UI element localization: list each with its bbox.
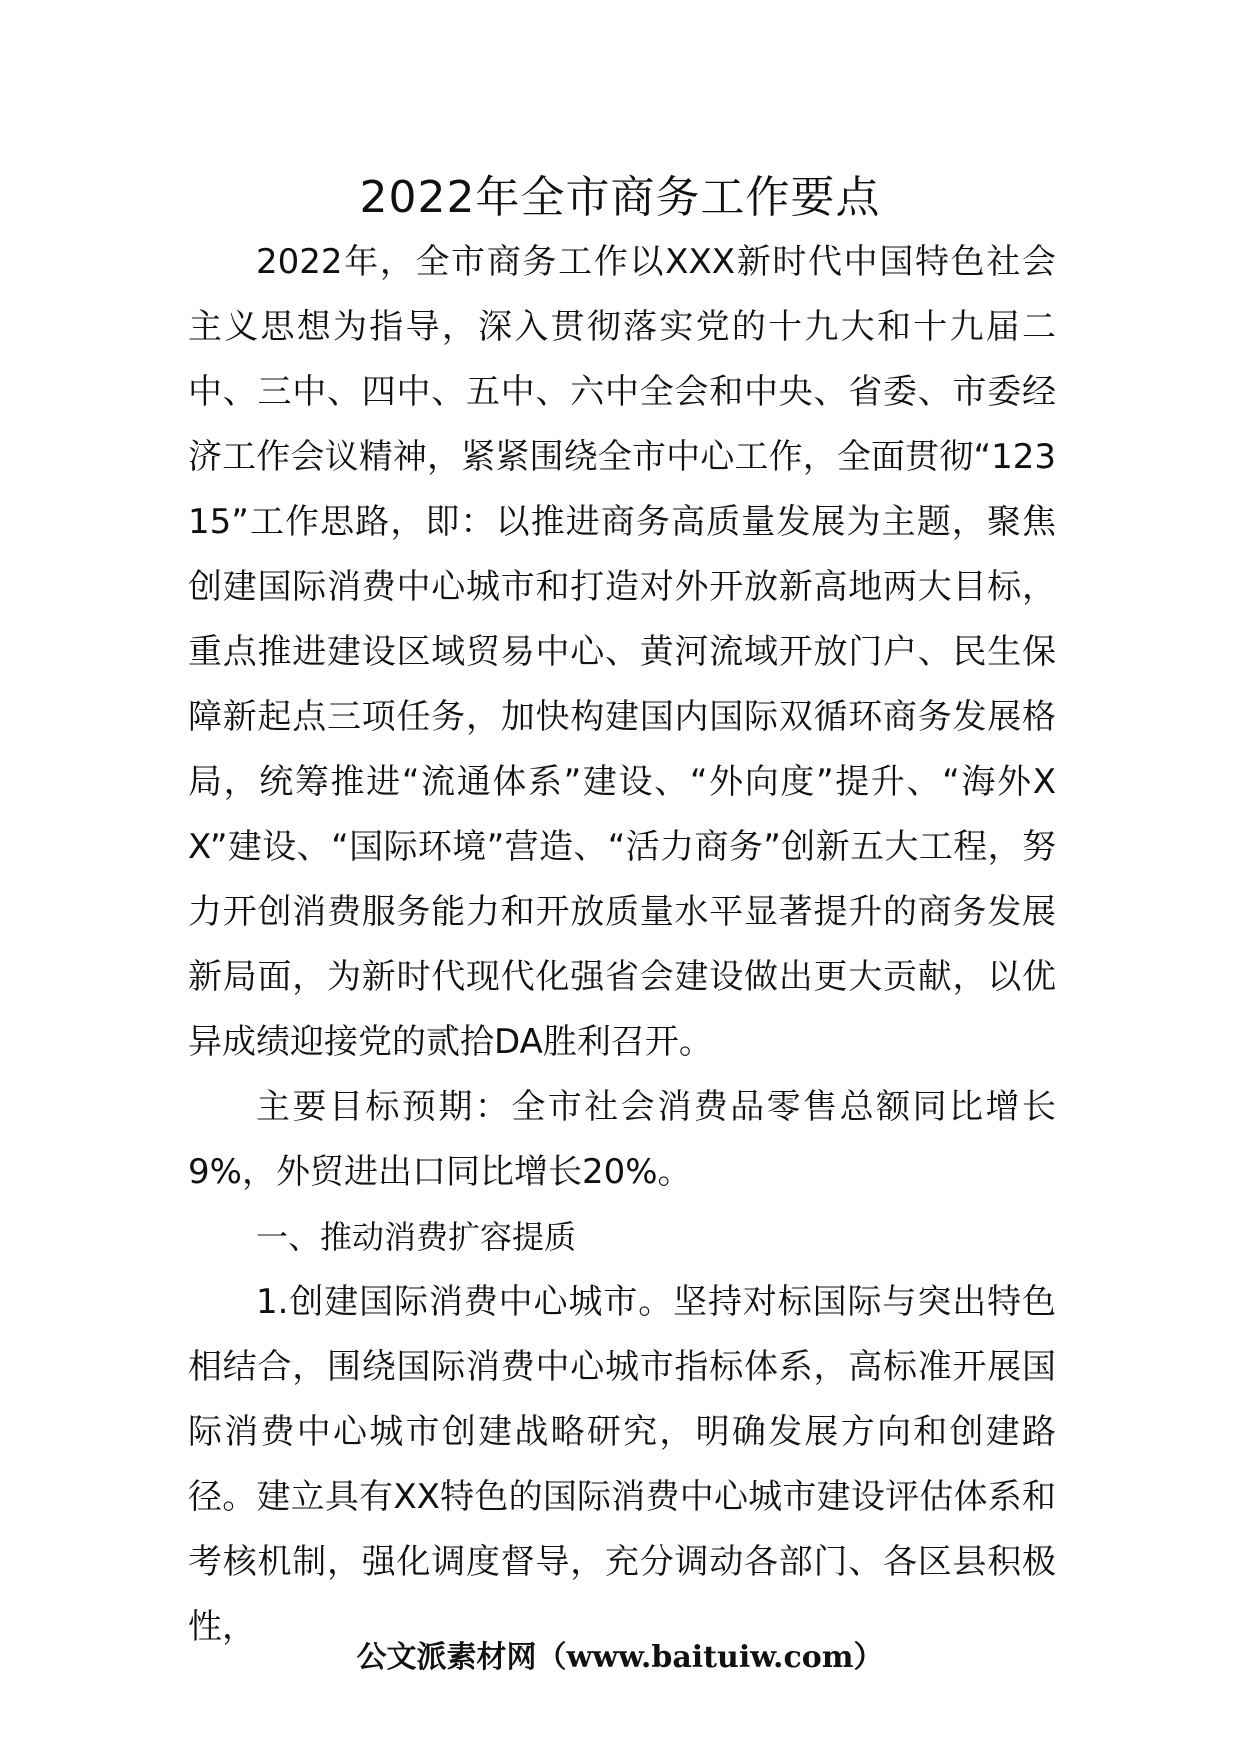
footer-watermark: 公文派素材网（www.baituiw.com） bbox=[356, 1640, 884, 1675]
item-paragraph: 1.创建国际消费中心城市。坚持对标国际与突出特色相结合，围绕国际消费中心城市指标体系，高标准开展国际消费中心城市创建战略研究，明确发展方向和创建路径。建立具有XX特色的国际消费中心城市建设评估体系和考核机制，强化调度督导，充分调动各部门、各区县积极性， bbox=[188, 1282, 1056, 1647]
document-body bbox=[188, 230, 1056, 1660]
targets-paragraph: 主要目标预期：全市社会消费品零售总额同比增长9%，外贸进出口同比增长20%。 bbox=[188, 1087, 1056, 1192]
document-title: 2022年全市商务工作要点 bbox=[359, 172, 881, 223]
intro-paragraph: 2022年，全市商务工作以XXX新时代中国特色社会主义思想为指导，深入贯彻落实党的十九大和十九届二中、三中、四中、五中、六中全会和中央、省委、市委经济工作会议精神，紧紧围绕全市中心工作，全面贯彻“12315”工作思路，即：以推进商务高质量发展为主题，聚焦创建国际消费中心城市和打造对外开放新高地两大目标，重点推进建设区域贸易中心、黄河流域开放门户、民生保障新起点三项任务，加快构建国内国际双循环商务发展格局，统筹推进“流通体系”建设、“外向度”提升、“海外XX”建设、“国际环境”营造、“活力商务”创新五大工程，努力开创消费服务能力和开放质量水平显著提升的商务发展新局面，为新时代现代化强省会建设做出更大贡献，以优异成绩迎接党的贰拾DA胜利召开。 bbox=[188, 242, 1056, 1062]
section-heading: 一、推动消费扩容提质 bbox=[256, 1218, 577, 1256]
